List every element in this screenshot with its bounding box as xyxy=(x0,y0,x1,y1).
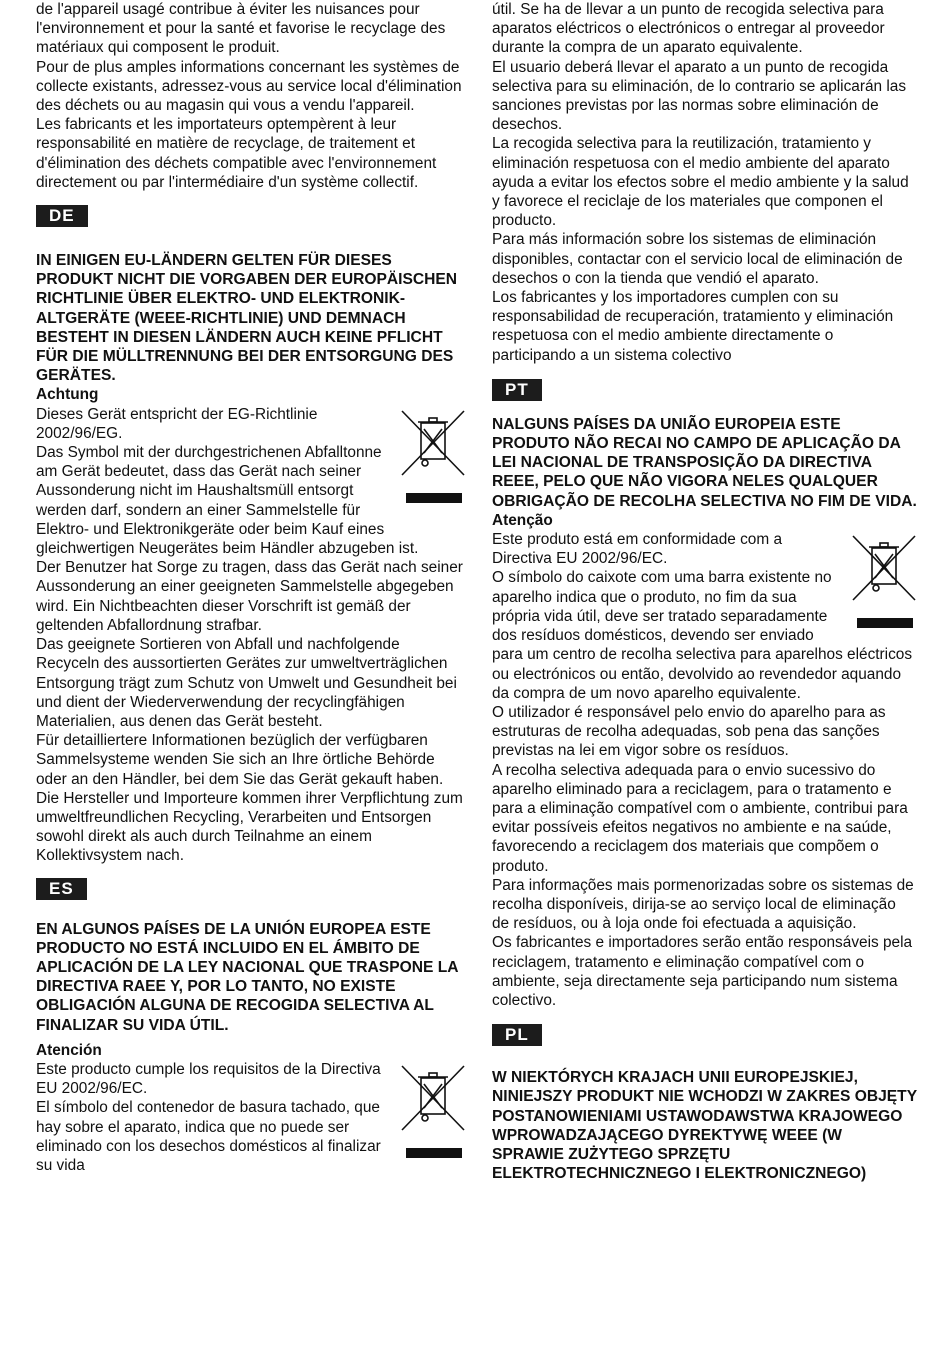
weee-symbol xyxy=(400,407,466,503)
de-label: Achtung xyxy=(36,386,99,404)
es-paragraph: Para más información sobre los sistemas de eliminación disponibles, contactar con el servicio local de eliminación de desechos o con la tienda que vendió el aparato. xyxy=(492,231,903,287)
es-warning: EN ALGUNOS PAÍSES DE LA UNIÓN EUROPEA ESTE PRODUCTO NO ESTÁ INCLUIDO EN EL ÁMBITO DE APLICACIÓN DE LA LEY NACIONAL QUE TRASPONE LA DIRECTIVA RAEE Y, POR LO TANTO, NO EXISTE OBLIGACIÓN ALGUNA DE RECOGIDA SELECTIVA AL FINALIZAR SU VIDA ÚTIL. xyxy=(36,920,458,1034)
pt-paragraph: Para informações mais pormenorizadas sobre os sistemas de recolha disponíveis, dirija-se ao serviço local de eliminação de resíduos, ou à loja onde foi efectuada a aquisição. xyxy=(492,876,914,933)
es-paragraph: útil. Se ha de llevar a un punto de recogida selectiva para aparatos eléctricos o electrónicos o entregar al proveedor durante la compra de un aparato equivalente. xyxy=(492,1,885,57)
weee-bar xyxy=(857,618,913,628)
language-tag-de: DE xyxy=(36,205,88,227)
de-section xyxy=(36,205,466,866)
crossed-out-wheelie-bin-icon xyxy=(400,1062,466,1134)
weee-bar xyxy=(406,493,462,503)
pt-label: Atenção xyxy=(492,511,553,529)
fr-section xyxy=(36,0,466,192)
pt-paragraph: Os fabricantes e importadores serão então responsáveis pela reciclagem, tratamento e eliminação compatível com o ambiente, seja directamente seja participando num sistema colectivo. xyxy=(492,934,913,1009)
es-paragraph: El símbolo del contenedor de basura tachado, que hay sobre el aparato, indica que no puede ser eliminado con los desechos domésticos al finalizar su vida xyxy=(36,1099,381,1174)
es-paragraph: El usuario deberá llevar el aparato a un punto de recogida selectiva para su eliminación, de lo contrario se aplicarán las sanciones previstas por las normas sobre eliminación de desechos. xyxy=(492,58,907,134)
right-column xyxy=(492,0,917,1183)
language-tag-pt: PT xyxy=(492,379,542,401)
left-column xyxy=(36,0,466,1175)
es-continued xyxy=(492,0,917,365)
pl-warning: W NIEKTÓRYCH KRAJACH UNII EUROPEJSKIEJ, NINIEJSZY PRODUKT NIE WCHODZI W ZAKRES OBJĘTY POSTANOWIENIAMI USTAWODAWSTWA KRAJOWEGO WPROWADZAJĄCEGO DYREKTYWĘ WEEE (W SPRAWIE ZUŻYTEGO SPRZĘTU ELEKTROTECHNICZNEGO I ELEKTRONICZNEGO) xyxy=(492,1069,917,1183)
es-paragraph: Este producto cumple los requisitos de la Directiva EU 2002/96/EC. xyxy=(36,1060,381,1098)
crossed-out-wheelie-bin-icon xyxy=(400,407,466,479)
de-paragraph: Das Symbol mit der durchgestrichenen Abfalltonne am Gerät bedeutet, dass das Gerät nach seiner Aussonderung nicht im Haushaltsmüll entsorgt werden darf, sondern an einer Sammelstelle für Elektro- und Elektronikgeräte oder beim Kauf eines gleichwertigen Neugerätes beim Händler abzugeben ist. xyxy=(36,444,419,558)
fr-paragraph: Les fabricants et les importateurs optempèrent à leur responsabilité en matière de recyclage, de traitement et d'élimination des déchets compatible avec l'environnement directement ou par l'intermédiaire d'un système collectif. xyxy=(36,116,437,191)
pl-section xyxy=(492,1024,917,1183)
pt-section xyxy=(492,379,917,1010)
pt-paragraph: A recolha selectiva adequada para o envio sucessivo do aparelho eliminado para a reciclagem, para o tratamento e para a eliminação compatível com o ambiente, contribui para evitar possíveis efeitos negativos no ambiente e na saúde, favorecendo a reciclagem dos materiais que compõem o produto. xyxy=(492,761,908,875)
es-label: Atención xyxy=(36,1041,102,1059)
fr-paragraph: de l'appareil usagé contribue à éviter les nuisances pour l'environnement et pour la santé et favorise le recyclage des matériaux qui composent le produit. xyxy=(36,1,446,57)
fr-paragraph: Pour de plus amples informations concernant les systèmes de collecte existants, adressez-vous au service local d'élimination des déchets ou au magasin qui vous a vendu l'appareil. xyxy=(36,58,462,115)
es-paragraph: La recogida selectiva para la reutilización, tratamiento y eliminación respetuosa con el medio ambiente del aparato ayuda a evitar los efectos sobre el medio ambiente y la salud y favorece el reciclaje de los materiales que componen el producto. xyxy=(492,135,909,230)
weee-bar xyxy=(406,1148,462,1158)
pt-warning: NALGUNS PAÍSES DA UNIÃO EUROPEIA ESTE PRODUTO NÃO RECAI NO CAMPO DE APLICAÇÃO DA LEI NACIONAL DE TRANSPOSIÇÃO DA DIRECTIVA REEE, PELO QUE NÃO VIGORA NELES QUALQUER OBRIGAÇÃO DE RECOLHA SELECTIVA NO FIM DE VIDA. xyxy=(492,415,917,510)
de-paragraph: Für detailliertere Informationen bezüglich der verfügbaren Sammelsysteme wenden Sie sich an Ihre örtliche Behörde oder an den Händler, bei dem Sie das Gerät gekauft haben. xyxy=(36,732,444,788)
de-paragraph: Die Hersteller und Importeure kommen ihrer Verpflichtung zum umweltfreundlichen Recycling, Verarbeiten und Entsorgen sowohl direkt als auch durch Teilnahme an einem Kollektivsystem nach. xyxy=(36,789,463,865)
pt-paragraph: O utilizador é responsável pelo envio do aparelho para as estruturas de recolha adequadas, sob pena das sanções previstas na lei em vigor sobre os resíduos. xyxy=(492,703,886,760)
pt-paragraph: Este produto está em conformidade com a Directiva EU 2002/96/EC. xyxy=(492,531,783,568)
weee-symbol xyxy=(400,1062,466,1158)
de-paragraph: Dieses Gerät entspricht der EG-Richtlinie 2002/96/EG. xyxy=(36,405,318,442)
crossed-out-wheelie-bin-icon xyxy=(851,532,917,604)
de-paragraph: Das geeignete Sortieren von Abfall und nachfolgende Recyceln des aussortierten Gerätes zur umweltverträglichen Entsorgung trägt zum Schutz von Umwelt und Gesundheit bei und dient der Wiederverwendung der recyclingfähigen Materialien, aus denen das Gerät besteht. xyxy=(36,636,457,730)
weee-symbol xyxy=(851,532,917,628)
es-section xyxy=(36,878,466,1176)
de-warning: IN EINIGEN EU-LÄNDERN GELTEN FÜR DIESES PRODUKT NICHT DIE VORGABEN DER EUROPÄISCHEN RICHTLINIE ÜBER ELEKTRO- UND ELEKTRONIK-ALTGERÄTE (WEEE-RICHTLINIE) UND DEMNACH BESTEHT IN DIESEN LÄNDERN AUCH KEINE PFLICHT FÜR DIE MÜLLTRENNUNG BEI DER ENTSORGUNG DES GERÄTES. xyxy=(36,252,458,385)
language-tag-es: ES xyxy=(36,878,87,900)
pt-paragraph: O símbolo do caixote com uma barra existente no aparelho indica que o produto, no fim da sua própria vida útil, deve ser tratado separadamente dos resíduos domésticos, devendo ser enviado para um centro de recolha selectiva para aparelhos eléctricos ou electrónicos ou então, devolvido ao revendedor aquando da compra de um novo aparelho equivalente. xyxy=(492,569,913,702)
de-paragraph: Der Benutzer hat Sorge zu tragen, dass das Gerät nach seiner Aussonderung an einer geeigneten Sammelstelle abgegeben wird. Ein Nichtbeachten dieser Vorschrift ist gemäß der geltenden Abfallordnung strafbar. xyxy=(36,559,463,634)
es-paragraph: Los fabricantes y los importadores cumplen con su responsabilidad de recuperación, tratamiento y eliminación respetuosa con el medio ambiente directamente o participando a un sistema colectivo xyxy=(492,289,894,364)
language-tag-pl: PL xyxy=(492,1024,542,1046)
